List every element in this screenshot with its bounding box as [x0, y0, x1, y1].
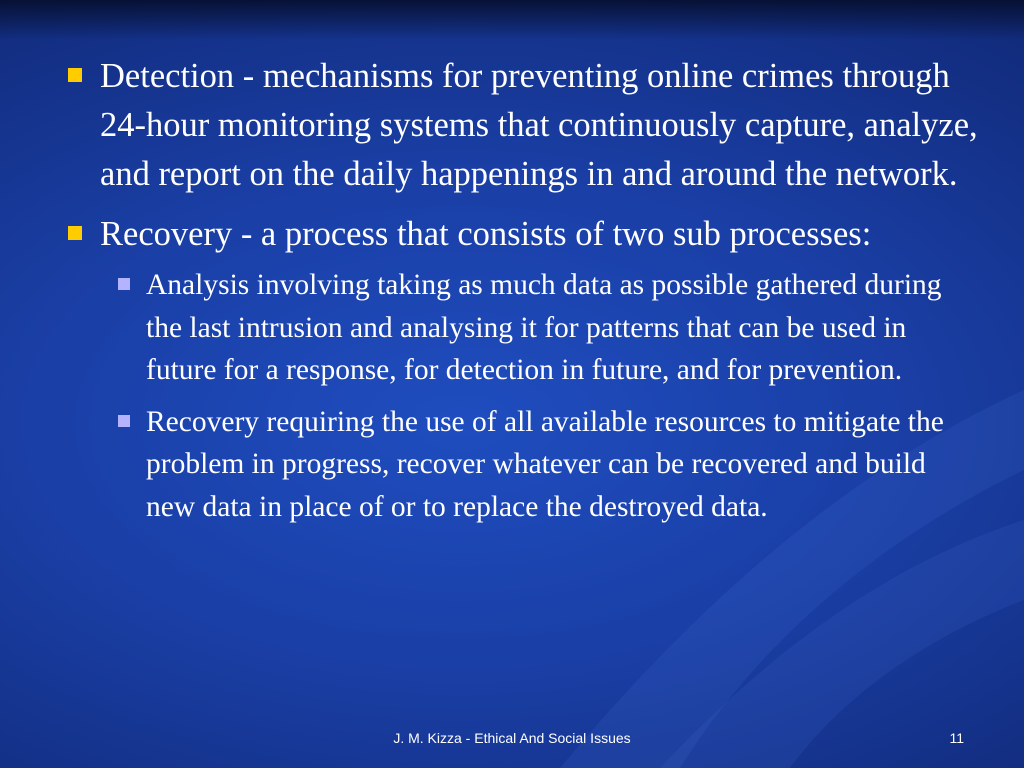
- page-number: 11: [949, 730, 964, 746]
- subbullet-analysis-text: Analysis involving taking as much data as possible gathered during the last intrusion and analysing it for patterns that can be used in future for a response, for detection in future, and for prevention.: [146, 269, 942, 386]
- square-bullet-icon: [68, 226, 82, 240]
- subbullet-recovery-text: Recovery requiring the use of all available resources to mitigate the problem in progress, recover whatever can be recovered and build new data in place of or to replace the destroyed data.: [146, 405, 944, 523]
- square-bullet-icon: [68, 68, 82, 82]
- footer-text: J. M. Kizza - Ethical And Social Issues: [393, 730, 631, 746]
- subbullet-analysis: [116, 264, 982, 392]
- square-subbullet-icon: [118, 415, 130, 427]
- recovery-subbullets: [116, 264, 982, 528]
- bullet-detection: [62, 52, 982, 199]
- slide-content: [62, 52, 982, 528]
- square-subbullet-icon: [118, 278, 130, 290]
- slide-footer: [0, 728, 1024, 750]
- bullet-detection-text: Detection - mechanisms for preventing online crimes through 24-hour monitoring systems that continuously capture, analyze, and report on the daily happenings in and around the network.: [100, 57, 978, 193]
- bullet-recovery-text: Recovery - a process that consists of two sub processes:: [100, 215, 872, 253]
- bullet-recovery: [62, 210, 982, 259]
- subbullet-recovery: [116, 401, 982, 529]
